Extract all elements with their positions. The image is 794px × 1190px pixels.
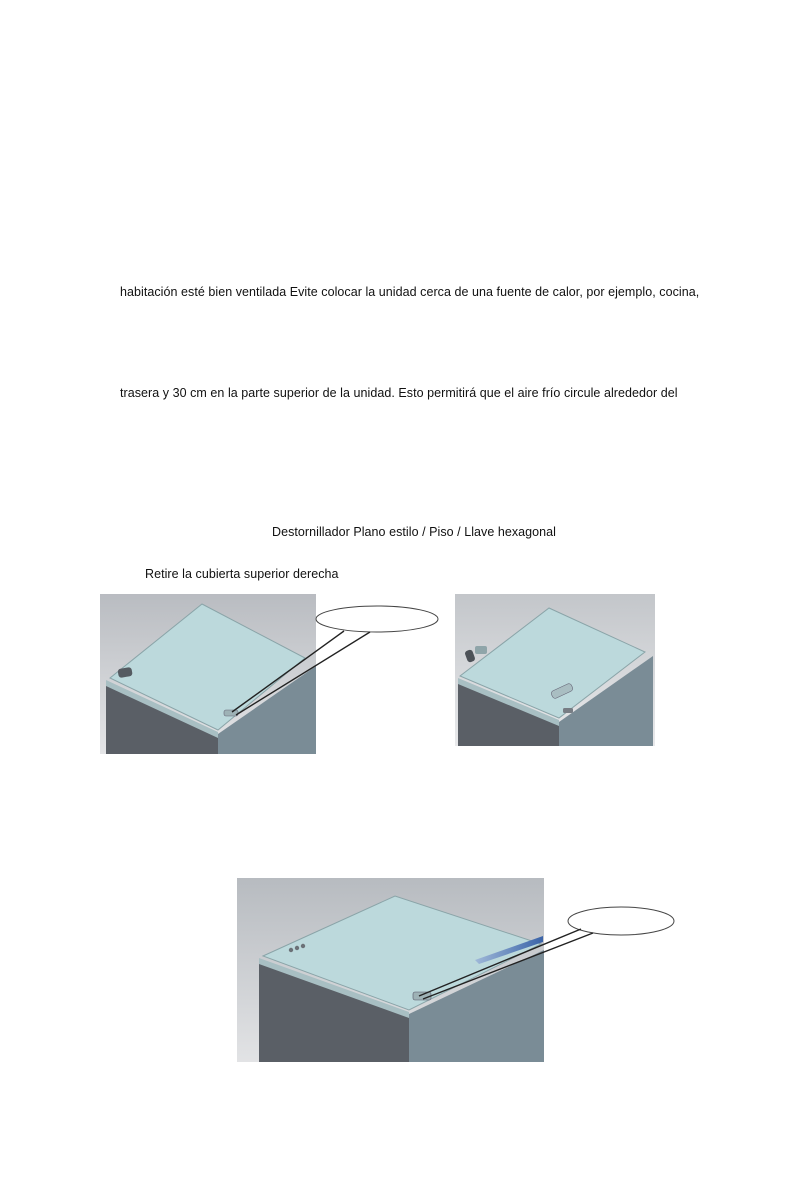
tools-caption: Destornillador Plano estilo / Piso / Llave hexagonal bbox=[272, 525, 557, 539]
hinge-screws bbox=[475, 646, 487, 654]
hinge-bracket bbox=[563, 708, 573, 713]
hinge-cover-right bbox=[224, 710, 238, 716]
step-instruction: Retire la cubierta superior derecha bbox=[145, 567, 339, 581]
figure-cover-installed bbox=[100, 594, 440, 754]
figure-closeup bbox=[237, 878, 677, 1062]
callout-bubble bbox=[568, 907, 674, 935]
callout-bubble bbox=[316, 606, 438, 632]
paragraph-line-clearance: trasera y 30 cm en la parte superior de la unidad. Esto permitirá que el aire frío circule alrededor del bbox=[120, 386, 678, 400]
paragraph-line-ventilation: habitación esté bien ventilada Evite colocar la unidad cerca de una fuente de calor, por ejemplo, cocina, bbox=[120, 285, 700, 299]
hinge-cover-right bbox=[413, 992, 431, 1000]
figure-cover-removed bbox=[455, 594, 655, 746]
